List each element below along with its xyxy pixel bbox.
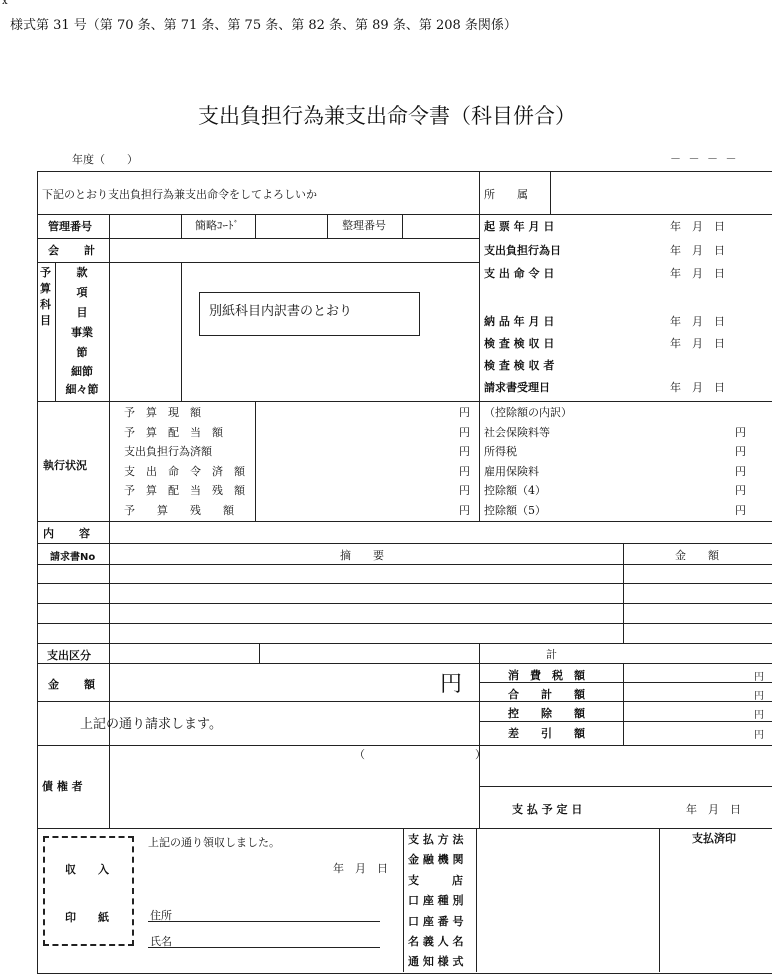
payment-date-label: 支 払 予 定 日 bbox=[512, 803, 583, 816]
content-field[interactable] bbox=[111, 523, 770, 542]
separate-sheet-note: 別紙科目内訳書のとおり bbox=[209, 304, 353, 319]
reference-number-field[interactable] bbox=[404, 216, 477, 236]
total-label: 計 bbox=[546, 648, 557, 661]
invoice-number-header: 請求書No bbox=[50, 552, 96, 563]
receipt-text: 上記の通り領収しました。 bbox=[148, 836, 280, 849]
execution-items: 予 算 現 額 予 算 配 当 額 支出負担行為済額 支 出 命 令 済 額 予 算 配 当 残 額 予 算 残 額 bbox=[124, 406, 245, 517]
revenue-stamp-box bbox=[43, 836, 134, 946]
date-label-delivery: 納 品 年 月 日 bbox=[484, 315, 555, 328]
payment-fields: 支 払 方 法 金 融 機 関 支 店 口 座 種 別 口 座 番 号 名 義 人 名 通 知 様 式 bbox=[408, 833, 464, 969]
net-amount-label: 差 引 額 bbox=[508, 727, 585, 740]
creditor-label: 債 権 者 bbox=[42, 780, 83, 793]
amount-header: 金 額 bbox=[675, 549, 719, 562]
budget-subject-label: 予 算 科 目 bbox=[40, 266, 51, 327]
page-title: 支出負担行為兼支出命令書（科目併合） bbox=[198, 104, 576, 128]
creditor-paren: （ ） bbox=[354, 748, 486, 761]
date-value-order[interactable]: 年 月 日 bbox=[670, 267, 725, 280]
table-row[interactable] bbox=[111, 566, 621, 582]
fiscal-year: 年度（ ） bbox=[72, 153, 138, 166]
name-label: 氏名 bbox=[150, 935, 172, 948]
payment-category-label: 支出区分 bbox=[47, 649, 91, 662]
payment-date-value[interactable]: 年 月 日 bbox=[686, 803, 741, 816]
reference-number-label: 整理番号 bbox=[342, 219, 386, 232]
affiliation-field[interactable] bbox=[552, 173, 770, 213]
deduction-yen-units: 円 円 円 円 円 bbox=[735, 425, 746, 517]
accounting-label: 会 計 bbox=[48, 244, 96, 257]
deduction-total-label: 控 除 額 bbox=[508, 707, 585, 720]
short-code-label: 簡略ｺｰﾄﾞ bbox=[195, 219, 239, 232]
form-number: 様式第 31 号（第 70 条、第 71 条、第 75 条、第 82 条、第 89 条、第 208 条関係） bbox=[10, 18, 517, 33]
corner-mark: x bbox=[2, 0, 8, 7]
tax-label: 消 費 税 額 bbox=[508, 669, 585, 682]
payment-details-field[interactable] bbox=[478, 830, 657, 970]
table-row[interactable] bbox=[111, 585, 621, 602]
management-number-label: 管理番号 bbox=[48, 220, 92, 233]
management-number-field[interactable] bbox=[111, 216, 179, 236]
date-value-draft[interactable]: 年 月 日 bbox=[670, 220, 725, 233]
name-field[interactable] bbox=[176, 931, 378, 946]
revenue-stamp-top: 収 入 bbox=[65, 863, 109, 876]
table-row[interactable] bbox=[111, 625, 621, 642]
address-field[interactable] bbox=[176, 905, 378, 920]
grand-total-unit: 円 bbox=[754, 691, 764, 702]
paid-stamp-label: 支払済印 bbox=[692, 832, 736, 845]
execution-status-label: 執行状況 bbox=[43, 459, 87, 472]
deduction-total-unit: 円 bbox=[754, 710, 764, 721]
address-label: 住所 bbox=[150, 909, 172, 922]
deduction-breakdown: （控除額の内訳） 社会保険料等 所得税 雇用保険料 控除額（4） 控除額（5） bbox=[484, 406, 572, 517]
date-label-invoice-received: 請求書受理日 bbox=[484, 381, 550, 394]
address-underline bbox=[148, 921, 380, 922]
date-label-inspection: 検 査 検 収 日 bbox=[484, 337, 555, 350]
payment-category-field[interactable] bbox=[111, 645, 257, 662]
affiliation-label: 所 属 bbox=[484, 188, 528, 201]
date-value-commitment[interactable]: 年 月 日 bbox=[670, 244, 725, 257]
date-value-delivery[interactable]: 年 月 日 bbox=[670, 315, 725, 328]
short-code-field[interactable] bbox=[257, 216, 325, 236]
date-label-commitment: 支出負担行為日 bbox=[484, 244, 561, 257]
receipt-date[interactable]: 年 月 日 bbox=[333, 862, 388, 875]
amount-yen: 円 bbox=[440, 672, 463, 697]
date-value-invoice-received[interactable]: 年 月 日 bbox=[670, 381, 725, 394]
date-value-inspection[interactable]: 年 月 日 bbox=[670, 337, 725, 350]
revenue-stamp-bottom: 印 紙 bbox=[65, 911, 109, 924]
subject-items: 款 項 目 事業 節 細節 細々節 bbox=[65, 266, 99, 396]
inspector-label: 検 査 検 収 者 bbox=[484, 359, 555, 372]
accounting-field[interactable] bbox=[111, 240, 477, 260]
name-underline bbox=[148, 947, 380, 948]
tax-unit: 円 bbox=[754, 672, 764, 683]
date-label-draft: 起 票 年 月 日 bbox=[484, 220, 555, 233]
creditor-field[interactable] bbox=[111, 747, 477, 827]
request-text: 下記のとおり支出負担行為兼支出命令をしてよろしいか bbox=[42, 188, 317, 201]
amount-label: 金 額 bbox=[48, 678, 96, 691]
request-statement: 上記の通り請求します。 bbox=[80, 717, 222, 732]
execution-yen-units: 円 円 円 円 円 円 bbox=[459, 406, 470, 517]
net-amount-unit: 円 bbox=[754, 730, 764, 741]
table-row[interactable] bbox=[111, 605, 621, 622]
grand-total-label: 合 計 額 bbox=[508, 688, 585, 701]
date-label-order: 支 出 命 令 日 bbox=[484, 267, 555, 280]
document-number: － － － － bbox=[670, 152, 739, 165]
description-header: 摘 要 bbox=[340, 549, 384, 562]
content-label: 内 容 bbox=[43, 527, 91, 540]
